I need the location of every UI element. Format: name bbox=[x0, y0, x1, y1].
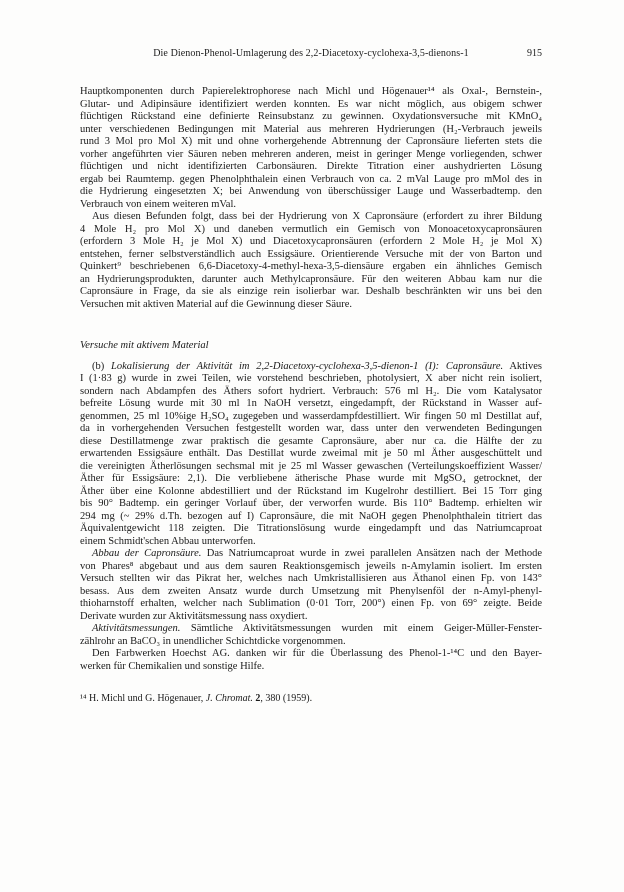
text-line: zählrohr an BaCO₃ in unendlicher Schichtdicke vorgenommen. bbox=[80, 635, 346, 647]
running-title: Die Dienon-Phenol-Umlagerung des 2,2-Diacetoxy-cyclohexa-3,5-dienons-1 bbox=[153, 48, 469, 59]
text-line: genommen, 25 ml 10%ige H₂SO₄ zugegeben und wasserdampfdestilliert. Wir fingen 50 ml Destillat auf, bbox=[80, 410, 542, 422]
text-line bbox=[80, 548, 542, 561]
text-line bbox=[80, 361, 542, 374]
text-line: da in vorhergehenden Versuchen festgestellt worden war, dass unter den verwendeten Bedingungen bbox=[80, 423, 542, 434]
running-header bbox=[80, 47, 542, 61]
text-line: Äther für Essigsäure: 2,1). Die verbliebene ätherische Phase wurde mit MgSO₄ getrocknet, der bbox=[80, 473, 542, 484]
text-line: von Phares⁸ abgebaut und aus dem sauren Reaktionsgemisch jeweils n-Amylamin isoliert. Im ersten bbox=[80, 560, 542, 572]
text-line: Äther über eine Kolonne abdestilliert und der Rückstand im Kugelrohr destilliert. Bei 15 Torr ging bbox=[80, 485, 542, 497]
footnote-volume: 2 bbox=[252, 693, 261, 704]
footnote-marker: ¹⁴ bbox=[80, 693, 87, 704]
footnote bbox=[80, 693, 542, 706]
text-line: die vereinigten Ätherlösungen sechsmal mit je 25 ml Wasser gewaschen (Verteilungskoeffizient Wasser/ bbox=[80, 460, 542, 472]
text-line: Glutar- und Adipinsäure identifiziert werden konnten. Es war nicht möglich, aus obigem schwer bbox=[80, 98, 542, 110]
text-line: flüchtigen Rückstand eine definierte Reinsubstanz zu gewinnen. Oxydationsversuche mit KMnO₄ bbox=[80, 111, 542, 122]
acknowledgement bbox=[80, 648, 542, 673]
text-line: bis 90° Badtemp. ein geringer Vorlauf über, der verworfen wurde. Bis 110° Badtemp. erhielten wir bbox=[80, 498, 542, 509]
text-line: Quinkert⁹ beschriebenen 6,6-Diacetoxy-4-methyl-hexa-3,5-diensäure ergaben ein ähnliches Gemisch bbox=[80, 261, 542, 272]
paragraph bbox=[80, 623, 542, 648]
text-line: Den Farbwerken Hoechst AG. danken wir für die Überlassung des Phenol-1-¹⁴C und den Bayer- bbox=[92, 648, 542, 659]
run-in-heading: Aktivitätsmessungen. bbox=[92, 623, 181, 634]
text-line: Versuchen mit aktiven Material auf die Gewinnung dieser Säure. bbox=[80, 298, 353, 310]
text-line: Verbrauch von einem weiteren mVal. bbox=[80, 198, 236, 210]
text-line: rund 3 Mol pro Mol X) mit und ohne vorhergehende Abtrennung der Capronsäure lieferten stets die bbox=[80, 136, 542, 147]
paragraph bbox=[80, 548, 542, 623]
section-heading: Versuche mit aktivem Material bbox=[80, 340, 209, 351]
page-number: 915 bbox=[527, 48, 542, 59]
text-line bbox=[80, 623, 542, 636]
text-line: vorher angeführten vier Säuren neben mehreren anderen, meist in geringer Menge vorliegenden, schwer bbox=[80, 148, 542, 160]
footnote-authors: H. Michl und G. Högenauer, bbox=[86, 693, 206, 704]
text-line: I (1·83 g) wurde in zwei Teilen, wie vorstehend beschrieben, photolysiert, X aber nicht rein isoliert, bbox=[80, 373, 542, 384]
text-line: befreite Lösung wurde mit 30 ml 1n NaOH versetzt, eingedampft, der Rückstand in Wasser auf- bbox=[80, 398, 542, 409]
text-line: an Hydrierungsprodukten, darunter auch Methylcapronsäure. Für den weiteren Abbau kam nur die bbox=[80, 273, 542, 285]
line-text: Das Natriumcaproat wurde in zwei parallelen Ansätzen nach der Methode bbox=[201, 548, 542, 559]
line-text: Aktives bbox=[503, 360, 543, 372]
text-line: erwartenden Essigsäure enthält. Das Destillat wurde zweimal mit je 50 ml Äther ausgeschüttelt und bbox=[80, 448, 542, 459]
footnote-pages-year: , 380 (1959). bbox=[260, 693, 313, 704]
text-line: flüchtigen und nicht identifizierten Carbonsäuren. Direkte Titration einer aushydrierten Lösung bbox=[80, 161, 542, 172]
text-line: (erfordern 3 Mole H₂ je Mol X) und Diacetoxycapronsäuren (erfordern 2 Mole H₂ je Mol X) bbox=[80, 236, 542, 247]
paragraph bbox=[80, 211, 542, 311]
paragraph-label: (b) bbox=[92, 360, 112, 372]
text-line: Hauptkomponenten durch Papierelektrophorese nach Michl und Högenauer¹⁴ als Oxal-, Bernstein-, bbox=[80, 86, 542, 97]
text-line: werken für Chemikalien und sonstige Hilfe. bbox=[80, 660, 265, 672]
paragraph bbox=[80, 86, 542, 211]
text-line: 294 mg (~ 29% d.Th. bezogen auf I) Capronsäure, die mit NaOH gegen Phenolphthalein titriert das bbox=[80, 510, 542, 522]
text-line: Äquivalentgewicht 118 zeigten. Die Titrationslösung wurde eingedampft und das Natriumcaproat bbox=[80, 523, 542, 534]
text-body bbox=[80, 86, 542, 706]
text-line: Derivate wurden zur Aktivitätsmessung nass oxydiert. bbox=[80, 610, 308, 622]
text-line: unter verschiedenen Bedingungen mit Material aus mehreren Hydrierungen (H₂-Verbrauch jeweils bbox=[80, 123, 542, 135]
text-line: Aus diesen Befunden folgt, dass bei der Hydrierung von X Capronsäure (erfordert zu ihrer Bildung bbox=[92, 211, 542, 222]
run-in-heading: Abbau der Capronsäure. bbox=[92, 548, 202, 559]
paragraph bbox=[80, 361, 542, 549]
text-line: die Hydrierung eingesetzten X; bei Anwendung von überschüssiger Lauge und Wasserbadtemp. den bbox=[80, 186, 542, 197]
text-line: thioharnstoff erhalten, welcher nach Sublimation (0·01 Torr, 200°) einen Fp. von 69° zeigte. Beide bbox=[80, 598, 542, 609]
text-line: entstehen, ferner selbstverständlich auch Essigsäure. Orientierende Versuche mit der von Barton und bbox=[80, 248, 542, 260]
text-line: Capronsäure in Frage, da sie als einzige rein isolierbar war. Deshalb beschränkten wir uns bei den bbox=[80, 286, 542, 297]
text-line: einem Schmidt'schen Abbau unterworfen. bbox=[80, 535, 256, 547]
run-in-heading: Lokalisierung der Aktivität im 2,2-Diacetoxy-cyclohexa-3,5-dienon-1 (I): Capronsäure. bbox=[111, 360, 504, 372]
text-line: Versuch stellten wir das Pikrat her, welches nach Umkristallisieren aus Äthanol einen Fp. von 143° bbox=[80, 573, 542, 584]
text-line: besass. Aus dem zweiten Ansatz wurde durch Umsetzung mit Phenylsenföl der n-Amyl-phenyl- bbox=[80, 585, 542, 597]
line-text: Sämtliche Aktivitätsmessungen wurden mit einem Geiger-Müller-Fenster- bbox=[180, 623, 542, 634]
text-line: ergab bei Raumtemp. gegen Phenolphthalein einen Verbrauch von ca. 2 mVal Lauge pro mMol des in bbox=[80, 173, 542, 185]
text-line: diese Destillatmenge zwar praktisch die gesamte Capronsäure, aber nur ca. die Hälfte der zu bbox=[80, 435, 542, 447]
footnote-journal: J. Chromat. bbox=[205, 693, 253, 704]
text-line: sondern nach Abdampfen des Äthers sofort hydriert. Verbrauch: 576 ml H₂. Die vom Katalysator bbox=[80, 385, 542, 397]
text-line: 4 Mole H₂ pro Mol X) und daneben vermutlich ein Gemisch von Monoacetoxycapronsäuren bbox=[80, 223, 542, 235]
